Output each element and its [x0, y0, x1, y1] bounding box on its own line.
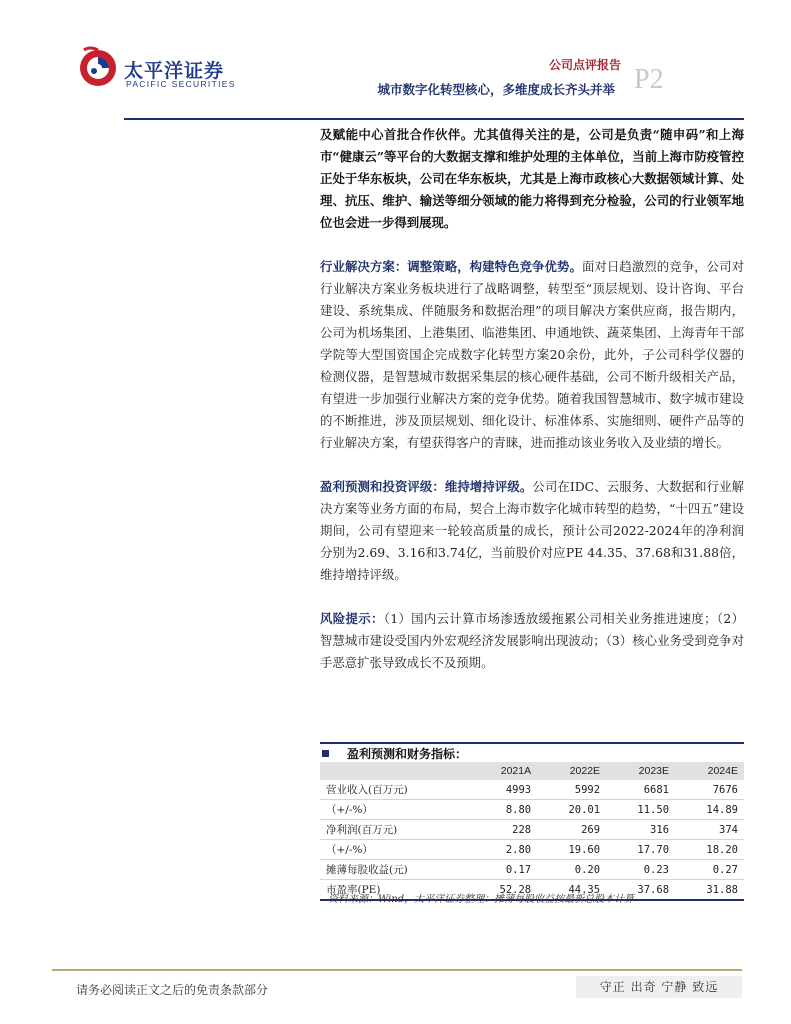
paragraph-intro: 及赋能中心首批合作伙伴。尤其值得关注的是，公司是负责“随申码”和上海市“健康云”等平台的大数据支撑和维护处理的主体单位，当前上海市防疫管控正处于华东板块，公司在华东板块，尤其是上海市政核心大数据领域计算、处理、抗压、维护、输送等细分领域的能力将得到充分检验，公司的行业领军地位也会进一步得到展现。	[320, 127, 744, 230]
text-solutions: 面对日趋激烈的竞争，公司对行业解决方案业务板块进行了战略调整，转型至“顶层规划、设计咨询、平台建设、系统集成、伴随服务和数据治理”的项目解决方案供应商，报告期内，公司为机场集团、上港集团、临港集团、申通地铁、蔬菜集团、上海青年干部学院等大型国资国企完成数字化转型方案20余份，此外，子公司科学仪器的检测仪器，是智慧城市数据采集层的核心硬件基础，公司不断升级相关产品，有望进一步加强行业解决方案的竞争优势。随着我国智慧城市、数字城市建设的不断推进，涉及顶层规划、细化设计、标准体系、实施细则、硬件产品等的行业解决方案，有望获得客户的青睐，进而推动该业务收入及业绩的增长。	[320, 259, 745, 450]
heading-solutions: 行业解决方案：调整策略，构建特色竞争优势。	[320, 259, 582, 274]
column-header: 2023E	[606, 762, 675, 780]
table-cell: 7676	[675, 780, 744, 800]
text-forecast: 公司在IDC、云服务、大数据和行业解决方案等业务方面的布局，契合上海市数字化城市转型的趋势，“十四五”建设期间，公司有望迎来一轮较高质量的成长，预计公司2022-2024年的净利润分别为2.69、3.16和3.74亿，当前股价对应PE 44.35、37.68和31.88倍，维持增持评级。	[320, 479, 745, 582]
row-label: 市盈率(PE)	[320, 880, 468, 901]
column-header	[320, 762, 468, 780]
table-row	[320, 780, 744, 800]
table-cell: 0.20	[537, 860, 606, 880]
table-source-note: 资料来源：Wind，太平洋证券整理：摊薄每股收益按最新总股本计算	[328, 894, 635, 905]
brand-name-en: PACIFIC SECURITIES	[126, 79, 236, 89]
footer-disclaimer: 请务必阅读正文之后的免责条款部分	[76, 983, 269, 997]
table-row	[320, 820, 744, 840]
table-title-divider	[320, 742, 744, 744]
table-header-row	[320, 762, 744, 780]
table-cell: 0.27	[675, 860, 744, 880]
table-cell: 228	[468, 820, 537, 840]
table-cell: 19.60	[537, 840, 606, 860]
row-label: 营业收入(百万元)	[320, 780, 468, 800]
report-title: 城市数字化转型核心，多维度成长齐头并举	[377, 82, 615, 97]
row-label: （+/-%）	[320, 800, 468, 820]
table-cell: 18.20	[675, 840, 744, 860]
report-type: 公司点评报告	[548, 58, 621, 72]
row-label: 摊薄每股收益(元)	[320, 860, 468, 880]
table-title: 盈利预测和财务指标：	[322, 745, 467, 762]
table-cell: 0.17	[468, 860, 537, 880]
column-header: 2021A	[468, 762, 537, 780]
company-logo-icon	[76, 44, 120, 88]
table-cell: 37.68	[606, 880, 675, 901]
column-header: 2024E	[675, 762, 744, 780]
table-cell: 269	[537, 820, 606, 840]
text-risk: （1）国内云计算市场渗透放缓拖累公司相关业务推进速度；（2）智慧城市建设受国内外宏观经济发展影响出现波动；（3）核心业务受到竞争对手恶意扩张导致成长不及预期。	[320, 611, 744, 670]
table-row	[320, 800, 744, 820]
table-cell: 44.35	[537, 880, 606, 901]
footer-motto: 守正 出奇 宁静 致远	[576, 976, 742, 998]
paragraph-risk	[320, 608, 744, 674]
header-divider	[124, 118, 744, 120]
financial-table	[320, 762, 744, 901]
table-cell: 31.88	[675, 880, 744, 901]
heading-risk: 风险提示：	[320, 611, 384, 626]
table-row	[320, 840, 744, 860]
table-row	[320, 860, 744, 880]
heading-forecast: 盈利预测和投资评级：维持增持评级。	[320, 479, 533, 494]
paragraph-solutions	[320, 256, 744, 454]
table-cell: 52.28	[468, 880, 537, 901]
row-label: 净利润(百万元)	[320, 820, 468, 840]
report-body	[320, 124, 744, 674]
row-label: （+/-%）	[320, 840, 468, 860]
table-cell: 4993	[468, 780, 537, 800]
brand-name: 太平洋证券	[124, 60, 225, 82]
table-cell: 5992	[537, 780, 606, 800]
table-cell: 20.01	[537, 800, 606, 820]
table-cell: 0.23	[606, 860, 675, 880]
column-header: 2022E	[537, 762, 606, 780]
page-number: P2	[634, 64, 664, 95]
table-cell: 8.80	[468, 800, 537, 820]
table-cell: 14.89	[675, 800, 744, 820]
table-cell: 6681	[606, 780, 675, 800]
square-bullet-icon	[322, 750, 329, 757]
table-cell: 11.50	[606, 800, 675, 820]
paragraph-forecast	[320, 476, 744, 586]
table-cell: 316	[606, 820, 675, 840]
table-cell: 374	[675, 820, 744, 840]
footer-divider	[52, 969, 742, 971]
table-cell: 17.70	[606, 840, 675, 860]
table-cell: 2.80	[468, 840, 537, 860]
